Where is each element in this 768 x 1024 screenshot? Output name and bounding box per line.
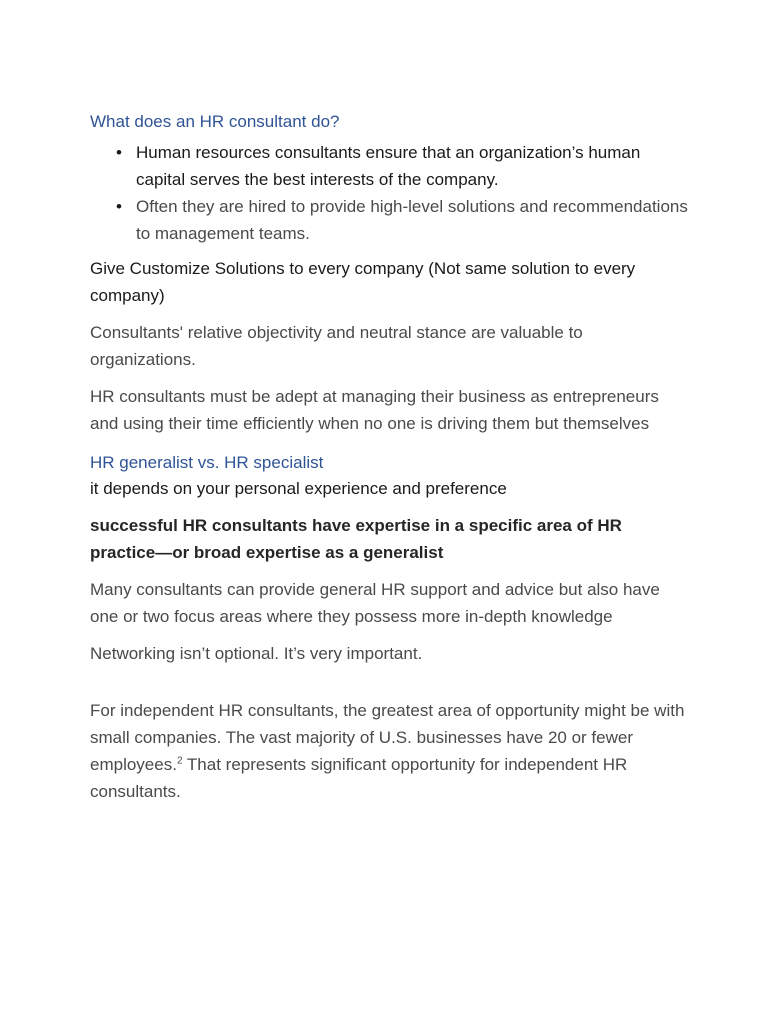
paragraph-objectivity: Consultants' relative objectivity and neutral stance are valuable to organizations. <box>90 323 583 369</box>
paragraph-preference: it depends on your personal experience and preference <box>90 479 507 498</box>
bullet-text: Human resources consultants ensure that an organization’s human capital serves the best interests of the company. <box>136 143 641 189</box>
bullet-text: Often they are hired to provide high-level solutions and recommendations to management teams. <box>136 197 688 243</box>
paragraph-adept: HR consultants must be adept at managing their business as entrepreneurs and using their time efficiently when no one is driving them but themselves <box>90 387 659 433</box>
footnote-marker: 2 <box>176 755 183 767</box>
list-item <box>90 193 690 247</box>
paragraph-support: Many consultants can provide general HR support and advice but also have one or two focus areas where they possess more in-depth knowledge <box>90 580 660 626</box>
bullet-icon: • <box>116 143 122 162</box>
document-page <box>90 110 690 805</box>
paragraph-customize: Give Customize Solutions to every company (Not same solution to every company) <box>90 259 636 305</box>
bullet-icon: • <box>116 197 122 216</box>
heading-generalist-specialist: HR generalist vs. HR specialist <box>90 453 324 472</box>
bullet-list <box>90 139 690 247</box>
heading-hr-consultant: What does an HR consultant do? <box>90 112 340 131</box>
opportunity-text-end: That represents significant opportunity for independent HR consultants. <box>90 755 628 801</box>
paragraph-opportunity <box>90 697 690 805</box>
opportunity-text-start: For independent HR consultants, the greatest area of opportunity might be with small companies. The vast majority of U.S. businesses have 20 or fewer employees. <box>90 701 685 774</box>
list-item <box>90 139 690 193</box>
paragraph-bold-expertise: successful HR consultants have expertise in a specific area of HR practice—or broad expertise as a generalist <box>90 516 622 562</box>
paragraph-networking: Networking isn’t optional. It’s very important. <box>90 644 423 663</box>
